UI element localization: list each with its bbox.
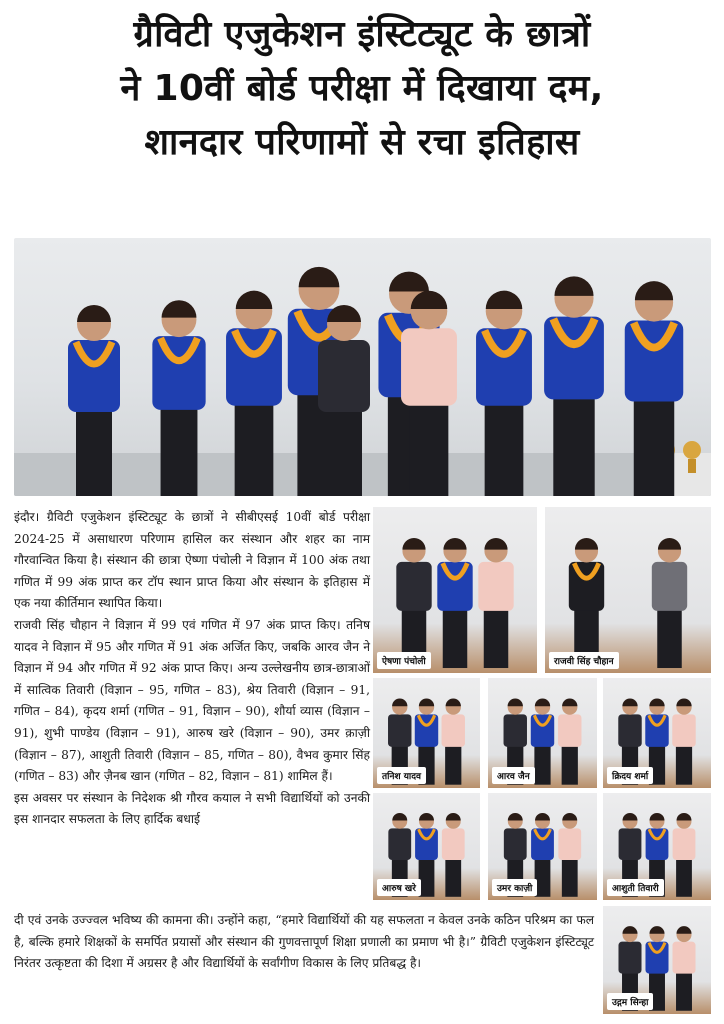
person-silhouette: [327, 305, 361, 322]
group-photo-illustration: [14, 238, 711, 496]
photo-caption: आरव जैन: [492, 767, 535, 784]
photo-caption: ऐषणा पंचोली: [377, 652, 431, 669]
person-silhouette: [544, 317, 604, 400]
photo-caption: तनिश यादव: [377, 767, 426, 784]
person-silhouette: [485, 399, 524, 496]
person-silhouette: [389, 272, 429, 292]
headline: [10, 8, 714, 170]
person-silhouette: [446, 699, 461, 707]
person-silhouette: [622, 699, 637, 707]
person-silhouette: [76, 406, 112, 496]
person-silhouette: [649, 699, 664, 707]
photo-caption: उमर काज़ी: [492, 879, 537, 896]
person-silhouette: [558, 828, 581, 860]
headline-line-1: ग्रैविटी एजुकेशन इंस्टिट्यूट के छात्रों: [133, 14, 591, 55]
photo-caption: आरुष खरे: [377, 879, 421, 896]
person-silhouette: [676, 744, 692, 785]
person-silhouette: [619, 828, 642, 860]
person-silhouette: [235, 399, 274, 496]
person-silhouette: [645, 942, 668, 974]
person-silhouette: [445, 744, 461, 785]
person-silhouette: [650, 813, 665, 820]
person-silhouette: [562, 699, 577, 707]
person-silhouette: [676, 699, 691, 707]
person-silhouette: [443, 538, 466, 550]
person-silhouette: [562, 744, 578, 785]
person-silhouette: [625, 321, 684, 402]
person-silhouette: [442, 828, 465, 860]
article-paragraph-2: राजवी सिंह चौहान ने विज्ञान में 99 एवं गणित में 97 अंक प्राप्त किए। तनिष यादव ने विज्ञान में 95 और गणित में 91 अंक अर्जित किए, जबकि आरव जैन ने विज्ञान में 94 और गणित में 92 अंक प्राप्त किए। अन्य उल्लेखनीय छात्र-छात्राओं में सात्विक तिवारी (विज्ञान – 95, गणित – 83), श्रेय तिवारी (विज्ञान – 91, गणित – 84), कृदय शर्मा (गणित – 91, विज्ञान – 90), शौर्या व्यास (विज्ञान – 91), शुभी पाण्डेय (विज्ञान – 91), आरुष खरे (विज्ञान – 90), उमर क़ाज़ी (विज्ञान – 87), आशुती तिवारी (विज्ञान – 85, गणित – 80), वैभव कुमार सिंह (गणित – 83) और ज़ैनब खान (गणित – 82, विज्ञान – 81) शामिल हैं।: [14, 617, 370, 784]
person-silhouette: [326, 406, 362, 496]
person-silhouette: [443, 607, 468, 668]
photo-udgam-sinha: [603, 906, 711, 1014]
person-silhouette: [558, 714, 581, 746]
person-silhouette: [618, 942, 641, 974]
person-silhouette: [445, 857, 461, 896]
person-silhouette: [677, 813, 692, 820]
article-body-continued: [14, 910, 594, 975]
person-silhouette: [504, 714, 527, 746]
person-silhouette: [553, 393, 594, 497]
person-silhouette: [446, 813, 461, 820]
headline-line-2: ने 10वीं बोर्ड परीक्षा में दिखाया दम,: [120, 68, 604, 109]
photo-umar-qazi: [488, 793, 597, 900]
person-silhouette: [658, 538, 681, 550]
person-silhouette: [318, 340, 370, 412]
photo-aarav-jain: [488, 678, 597, 788]
person-silhouette: [569, 562, 604, 611]
person-silhouette: [554, 276, 593, 296]
person-silhouette: [396, 562, 431, 611]
headline-line-3: शानदार परिणामों से रचा इतिहास: [144, 122, 580, 163]
person-silhouette: [299, 267, 340, 287]
person-silhouette: [419, 699, 434, 707]
person-silhouette: [672, 942, 695, 974]
person-silhouette: [649, 926, 664, 934]
article-paragraph-1: इंदौर। ग्रैविटी एजुकेशन इंस्टिट्यूट के छात्रों ने सीबीएसई 10वीं बोर्ड परीक्षा 2024-25 में असाधारण परिणाम हासिल कर संस्थान और शहर का नाम गौरवान्वित किया है। संस्थान की छात्रा ऐष्णा पंचोली ने विज्ञान में 100 अंक तथा गणित में 99 अंक प्राप्त कर टॉप स्थान प्राप्त किया और संस्थान के इतिहास में एक नया कीर्तिमान स्थापित किया।: [14, 510, 370, 611]
photo-illustration: [373, 507, 537, 673]
person-silhouette: [562, 857, 578, 896]
person-silhouette: [618, 714, 641, 746]
person-silhouette: [672, 714, 695, 746]
person-silhouette: [226, 328, 282, 405]
person-silhouette: [676, 971, 692, 1011]
person-silhouette: [531, 828, 554, 860]
person-silhouette: [401, 328, 457, 405]
person-silhouette: [478, 562, 513, 611]
photo-caption: उद्गम सिन्हा: [607, 993, 653, 1010]
person-silhouette: [676, 926, 691, 934]
photo-kriday-sharma: [603, 678, 711, 788]
person-silhouette: [673, 828, 696, 860]
person-silhouette: [161, 404, 198, 496]
person-silhouette: [415, 828, 438, 860]
person-silhouette: [676, 857, 692, 896]
person-silhouette: [508, 813, 523, 820]
person-silhouette: [635, 281, 673, 300]
person-silhouette: [622, 926, 637, 934]
person-silhouette: [504, 828, 527, 860]
photo-ashuti-tiwari: [603, 793, 711, 900]
person-silhouette: [388, 828, 411, 860]
person-silhouette: [476, 328, 532, 405]
person-silhouette: [437, 562, 472, 611]
person-silhouette: [392, 813, 407, 820]
person-silhouette: [402, 538, 425, 550]
person-silhouette: [484, 607, 509, 668]
person-silhouette: [535, 813, 550, 820]
photo-caption: राजवी सिंह चौहान: [549, 652, 619, 669]
person-silhouette: [392, 699, 407, 707]
person-silhouette: [623, 813, 638, 820]
person-silhouette: [388, 714, 411, 746]
person-silhouette: [415, 714, 438, 746]
photo-aishna-pancholi: [373, 507, 537, 673]
person-silhouette: [68, 340, 120, 412]
person-silhouette: [442, 714, 465, 746]
person-silhouette: [534, 744, 550, 785]
person-silhouette: [419, 857, 435, 896]
person-silhouette: [657, 607, 682, 668]
person-silhouette: [645, 714, 668, 746]
article-paragraph-4: दी एवं उनके उज्ज्वल भविष्य की कामना की। उन्होंने कहा, “हमारे विद्यार्थियों की यह सफलता न केवल उनके कठिन परिश्रम का फल है, बल्कि हमारे शिक्षकों के समर्पित प्रयासों और संस्थान की गुणवत्तापूर्ण शिक्षा प्रणाली का प्रमाण भी है।” ग्रैविटी एजुकेशन इंस्टिट्यूट निरंतर उत्कृष्टता की दिशा में अग्रसर है और विद्यार्थियों के सर्वांगीण विकास के लिए प्रतिबद्ध है।: [14, 913, 594, 971]
article-body: [14, 507, 370, 831]
person-silhouette: [634, 395, 675, 496]
person-silhouette: [531, 714, 554, 746]
person-silhouette: [646, 828, 669, 860]
photo-caption: क्रिदय शर्मा: [607, 767, 653, 784]
person-silhouette: [508, 699, 523, 707]
person-silhouette: [562, 813, 577, 820]
photo-aarush-khare: [373, 793, 480, 900]
person-silhouette: [486, 291, 523, 309]
person-silhouette: [575, 538, 598, 550]
photo-illustration: [545, 507, 711, 673]
photo-caption: आशुती तिवारी: [607, 879, 664, 896]
person-silhouette: [419, 813, 434, 820]
photo-tanish-yadav: [373, 678, 480, 788]
photo-rajvi-singh-chauhan: [545, 507, 711, 673]
person-silhouette: [535, 699, 550, 707]
person-silhouette: [77, 305, 111, 322]
person-silhouette: [410, 399, 449, 496]
article-paragraph-3: इस अवसर पर संस्थान के निदेशक श्री गौरव कयाल ने सभी विद्यार्थियों को उनकी इस शानदार सफलता के लिए हार्दिक बधाई: [14, 790, 370, 827]
person-silhouette: [652, 562, 687, 611]
person-silhouette: [484, 538, 507, 550]
person-silhouette: [152, 336, 205, 410]
person-silhouette: [236, 291, 273, 309]
group-photo: [14, 238, 711, 496]
person-silhouette: [162, 300, 197, 317]
